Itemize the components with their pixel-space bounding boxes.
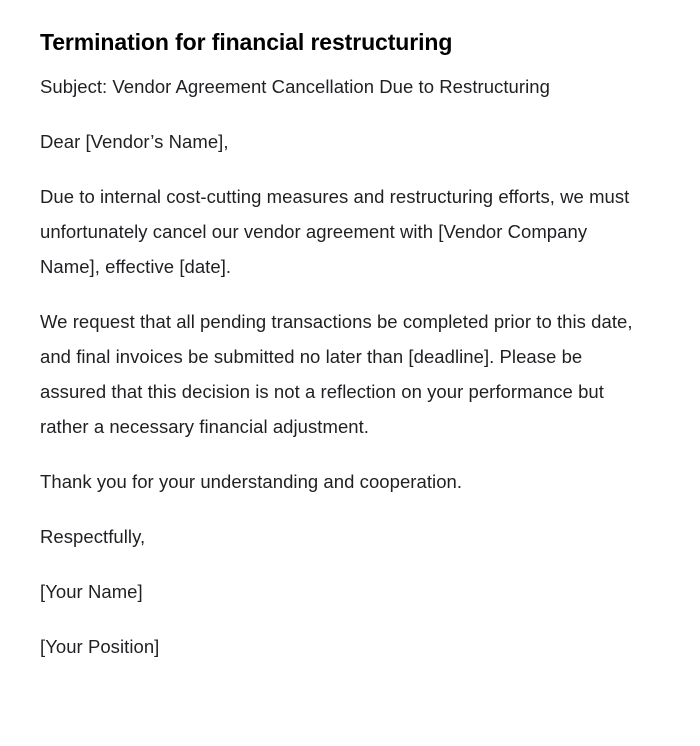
subject-line: Subject: Vendor Agreement Cancellation Due to Restructuring (40, 76, 550, 97)
page-title: Termination for financial restructuring (40, 29, 453, 55)
closing-line: Respectfully, (40, 526, 146, 547)
salutation-line: Dear [Vendor’s Name], (40, 131, 229, 152)
signature-name-line: [Your Name] (40, 581, 143, 602)
thanks-paragraph: Thank you for your understanding and cooperation. (40, 471, 463, 492)
reason-paragraph: Due to internal cost-cutting measures and restructuring efforts, we must unfortunately cancel our vendor agreement with [Vendor Company Name], effective [date]. (40, 186, 635, 277)
letter-body (40, 58, 660, 664)
signature-position-line: [Your Position] (40, 636, 160, 657)
request-paragraph: We request that all pending transactions be completed prior to this date, and final invoices be submitted no later than [deadline]. Please be assured that this decision is not a reflection on your performance but rather a necessary financial adjustment. (40, 311, 638, 437)
